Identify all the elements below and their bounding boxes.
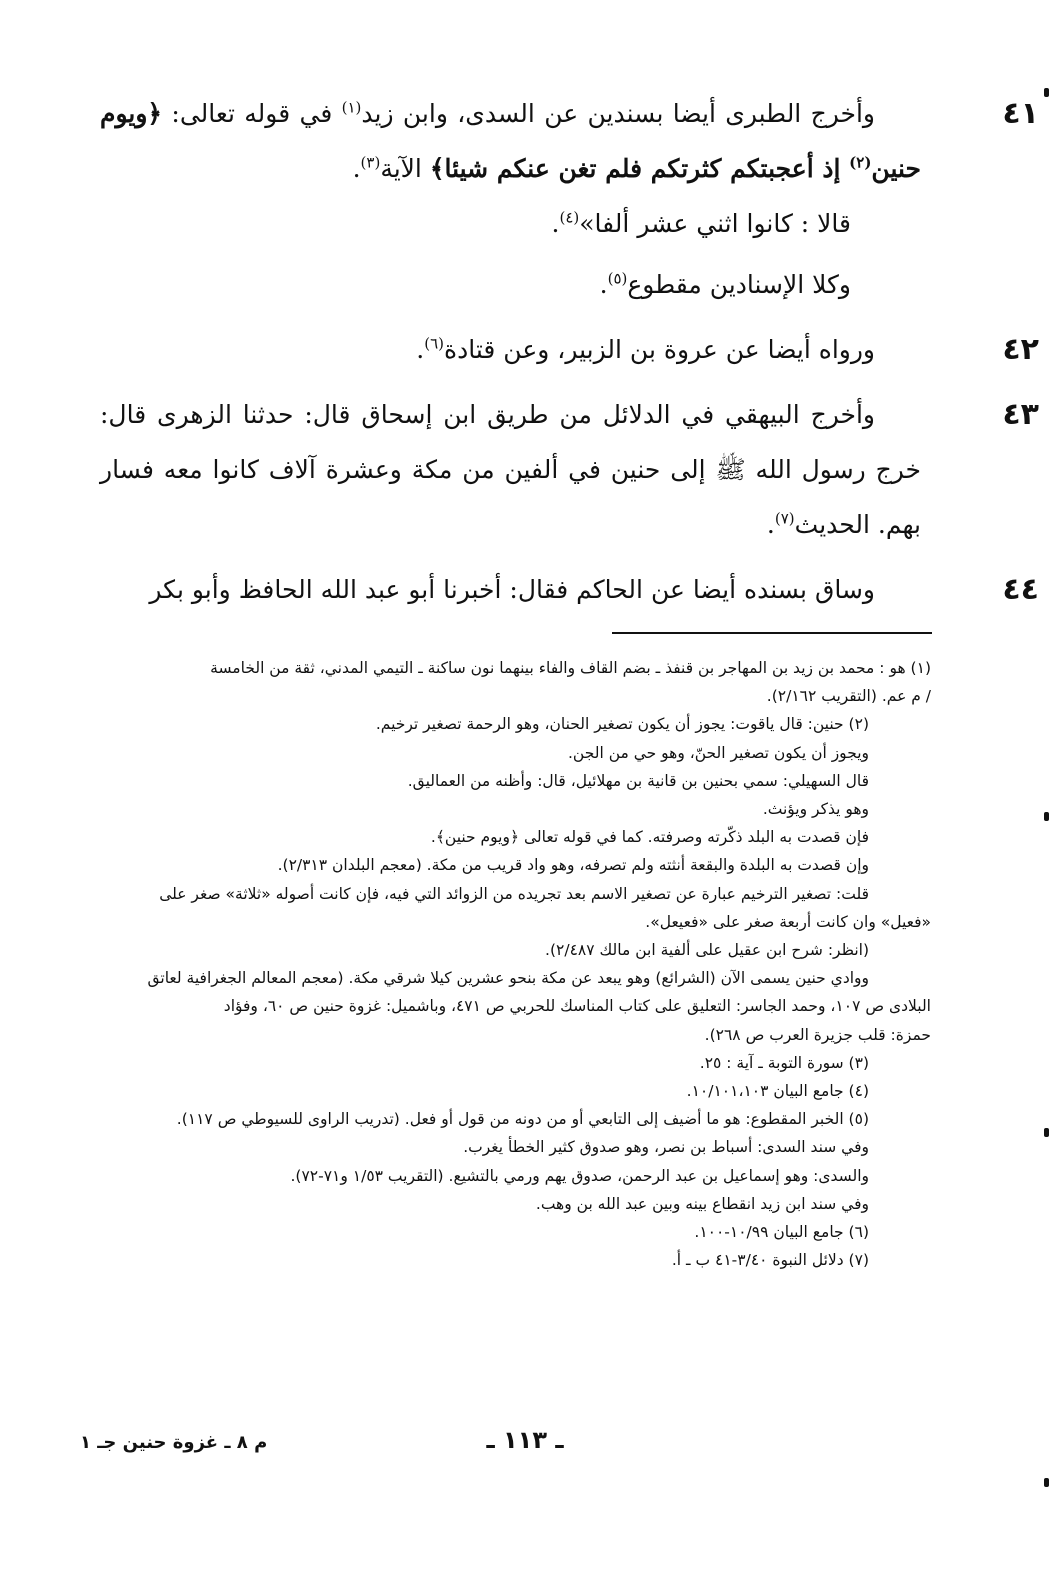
paragraph-41: ٤١ وأخرج الطبرى أيضا بسندين عن السدى، وابن زيد$^{(١)}$ في قوله تعالى: ﴿ويوم حنين$^{(٢)}$ إذ أعجبتكم كثرتكم فلم تغن عنكم شيئا﴾ الآية$^{(٣)}$. xyxy=(100,86,921,196)
paragraph-42: ٤٢ ورواه أيضا عن عروة بن الزبير، وعن قتادة$^{(٦)}$. xyxy=(100,322,921,377)
footnote-line: وفي سند ابن زيد انقطاع بينه وبين عبد الله بن وهب. xyxy=(535,1194,869,1213)
paragraph-number: ٤٢ xyxy=(1002,332,1039,367)
footnote-line: وفي سند السدى: أسباط بن نصر، وهو صدوق كثير الخطأ يغرب. xyxy=(463,1138,869,1157)
footnote-line: / م عم. (التقريب ٢/١٦٢). xyxy=(766,687,931,706)
footnote-separator xyxy=(612,632,932,634)
footnote-line: (انظر: شرح ابن عقيل على ألفية ابن مالك ٢/٤٨٧). xyxy=(545,941,869,960)
footnote-line: قال السهيلي: سمي بحنين بن قانية بن مهلائيل، قال: وأظنه من العماليق. xyxy=(407,771,869,790)
paragraph-number: ٤٣ xyxy=(1002,397,1039,432)
signature-mark: م ٨ ـ غزوة حنين جـ ١ xyxy=(80,1432,268,1453)
footnote-ref: (١) xyxy=(341,98,362,117)
footnote-ref: (٣) xyxy=(360,153,381,172)
footnote-line: (٦) جامع البيان ١٠/٩٩-١٠٠. xyxy=(694,1223,869,1242)
footnote-line: (٧) دلائل النبوة ٣/٤٠-٤١ ب ـ أ. xyxy=(671,1251,869,1270)
paragraph-number: ٤١ xyxy=(1002,96,1039,131)
footnote-line: (١) هو : محمد بن زيد بن المهاجر بن قنفذ ـ بضم القاف والفاء بينهما نون ساكنة ـ التيمي المدني، ثقة من الخامسة xyxy=(210,659,931,677)
page-number: ـ ١١٣ ـ xyxy=(486,1426,564,1454)
quran-verse: ﴿ويوم حنين$^{(٢)}$ إذ أعجبتكم كثرتكم فلم تغن عنكم شيئا﴾ xyxy=(100,99,921,183)
footnote-line: حمزة: قلب جزيرة العرب ص ٢٦٨). xyxy=(704,1025,931,1044)
footnote-line: «فعيل» وان كانت أربعة صغر على «فعيعل». xyxy=(645,912,931,931)
paragraph-41-note: وكلا الإسنادين مقطوع$^{(٥)}$. xyxy=(599,269,851,299)
paragraph-41-quote: قالا : كانوا اثني عشر ألفا»$^{(٤)}$. xyxy=(551,208,851,238)
footnote-line: (٢) حنين: قال ياقوت: يجوز أن يكون تصغير الحنان، وهو الرحمة تصغير ترخيم. xyxy=(375,715,869,734)
footnote-line: ووادي حنين يسمى الآن (الشرائع) وهو يبعد عن مكة بنحو عشرين كيلا شرقي مكة. (معجم المعالم الجغرافية لعاتق xyxy=(147,969,869,988)
footnote-line: فإن قصدت به البلد ذكّرته وصرفته. كما في قوله تعالى ﴿ويوم حنين﴾. xyxy=(430,828,869,847)
footnote-ref: (٧) xyxy=(774,509,795,528)
margin-mark xyxy=(1044,812,1049,821)
footnote-ref: (٦) xyxy=(424,334,444,353)
footnote-line: وهو يذكر ويؤنث. xyxy=(762,800,869,819)
margin-mark xyxy=(1044,1128,1049,1137)
footnote-line: (٣) سورة التوبة ـ آية : ٢٥. xyxy=(699,1053,869,1072)
footnote-ref: (٢) xyxy=(849,153,872,172)
footnote-line: والسدى: وهو إسماعيل بن عبد الرحمن، صدوق يهم ورمي بالتشيع. (التقريب ١/٥٣ و٧١-٧٢). xyxy=(290,1166,869,1185)
margin-mark xyxy=(1044,1478,1049,1487)
footnote-line: قلت: تصغير الترخيم عبارة عن تصغير الاسم بعد تجريده من الزوائد التي فيه، فإن كانت أصوله «ثلاثة» صغر على xyxy=(159,884,869,903)
footnote-ref: (٤) xyxy=(559,208,580,227)
main-text xyxy=(100,86,1039,617)
footnote-line: وإن قصدت به البلدة والبقعة أنثته ولم تصرفه، وهو واد قريب من مكة. (معجم البلدان ٢/٣١٣). xyxy=(277,856,869,875)
paragraph-44: ٤٤ وساق بسنده أيضا عن الحاكم فقال: أخبرنا أبو عبد الله الحافظ وأبو بكر xyxy=(100,562,921,617)
footnote-line: (٤) جامع البيان ١٠/١٠١،١٠٣. xyxy=(686,1082,869,1101)
footnote-line: ويجوز أن يكون تصغير الحنّ، وهو حي من الجن. xyxy=(568,743,869,762)
margin-mark xyxy=(1044,88,1049,97)
paragraph-43: ٤٣ وأخرج البيهقي في الدلائل من طريق ابن إسحاق قال: حدثنا الزهرى قال: خرج رسول الله ﷺ إلى حنين في ألفين من مكة وعشرة آلاف كانوا معه فسار بهم. الحديث$^{(٧)}$. xyxy=(100,387,921,552)
footnote-line: البلادى ص ١٠٧، وحمد الجاسر: التعليق على كتاب المناسك للحربي ص ٤٧١، وباشميل: غزوة حنين ص ٦٠، وفؤاد xyxy=(223,997,931,1016)
footnote-ref: (٥) xyxy=(607,269,628,288)
footnote-line: (٥) الخبر المقطوع: هو ما أضيف إلى التابعي أو من دونه من قول أو فعل. (تدريب الراوى للسيوطي ص ١١٧). xyxy=(176,1110,869,1129)
paragraph-number: ٤٤ xyxy=(1002,572,1039,607)
footnotes xyxy=(106,654,931,1274)
